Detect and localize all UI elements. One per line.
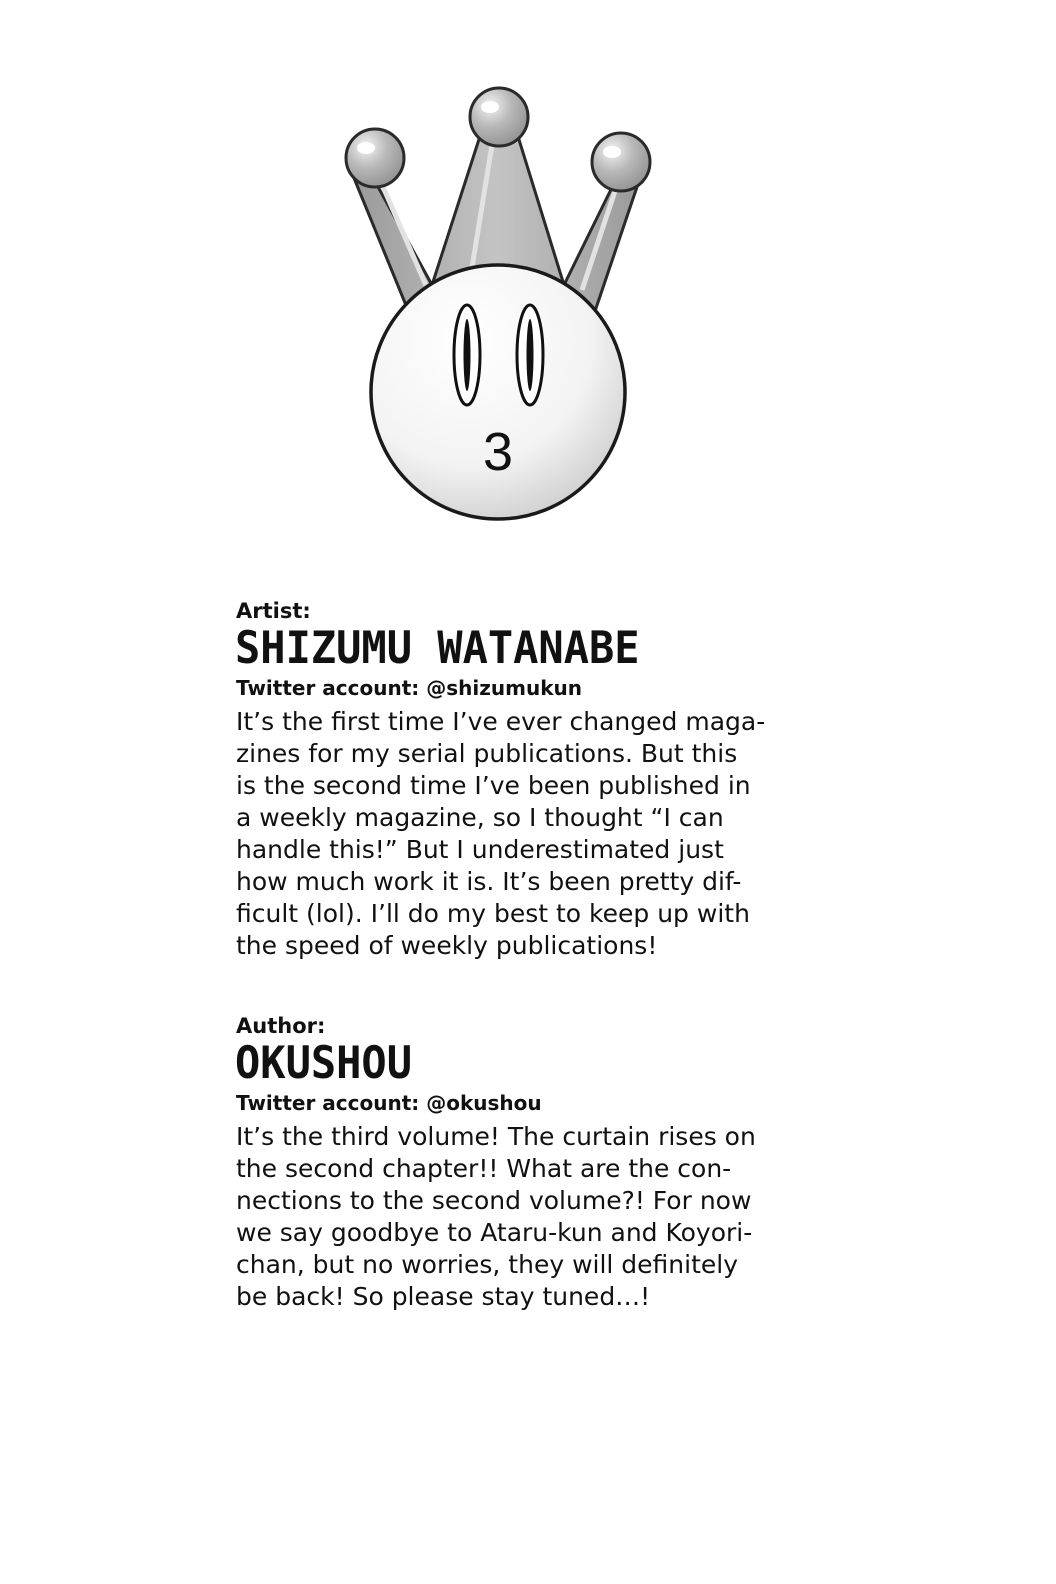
comment-line: how much work it is. It’s been pretty dif- xyxy=(236,867,742,896)
volume-number: 3 xyxy=(482,422,514,482)
comment-line: handle this!” But I underestimated just xyxy=(236,835,724,864)
artist-role-label: Artist: xyxy=(236,599,311,623)
author-twitter: Twitter account: @okushou xyxy=(236,1091,542,1115)
comment-line: is the second time I’ve been published in xyxy=(236,771,751,800)
artist-comment xyxy=(236,706,796,962)
artist-twitter: Twitter account: @shizumukun xyxy=(236,676,582,700)
comment-line: a weekly magazine, so I thought “I can xyxy=(236,803,724,832)
artist-section xyxy=(236,598,796,962)
artist-name: SHIZUMU WATANABE xyxy=(235,621,640,674)
comment-line: be back! So please stay tuned…! xyxy=(236,1282,651,1311)
author-comment xyxy=(236,1121,796,1313)
comment-line: zines for my serial publications. But this xyxy=(236,739,738,768)
comment-line: the speed of weekly publications! xyxy=(236,931,658,960)
author-name: OKUSHOU xyxy=(235,1036,413,1089)
crown-ball-mascot-icon xyxy=(320,70,680,540)
comment-line: chan, but no worries, they will definitely xyxy=(236,1250,739,1279)
author-role-label: Author: xyxy=(236,1014,326,1038)
comment-line: nections to the second volume?! For now xyxy=(236,1186,752,1215)
comment-line: It’s the first time I’ve ever changed maga- xyxy=(236,707,766,736)
comment-line: the second chapter!! What are the con- xyxy=(236,1154,732,1183)
comment-line: ficult (lol). I’ll do my best to keep up with xyxy=(236,899,750,928)
comment-line: It’s the third volume! The curtain rises on xyxy=(236,1122,756,1151)
comment-line: we say goodbye to Ataru-kun and Koyori- xyxy=(236,1218,753,1247)
author-section xyxy=(236,1013,796,1313)
